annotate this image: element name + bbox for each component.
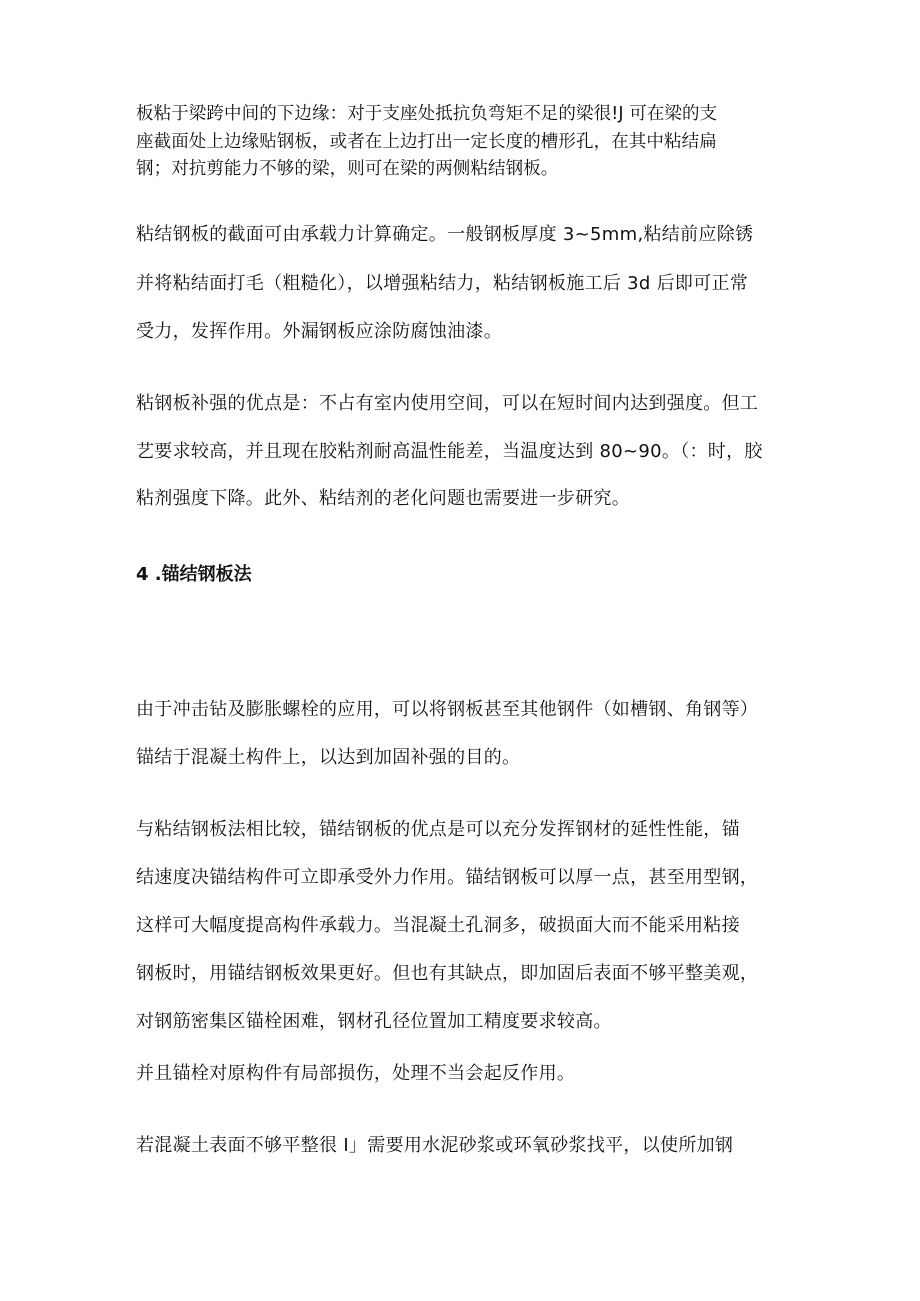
text-line: 座截面处上边缘贴钢板，或者在上边打出一定长度的槽形孔，在其中粘结扁 [136, 132, 717, 152]
text-line: 受力，发挥作用。外漏钢板应涂防腐蚀油漆。 [136, 321, 502, 342]
text-line: 钢板时，用锚结钢板效果更好。但也有其缺点，即加固后表面不够平整美观， [136, 963, 759, 984]
text-line: 钢；对抗剪能力不够的梁，则可在梁的两侧粘结钢板。 [136, 159, 559, 179]
text-line: 这样可大幅度提高构件承载力。当混凝土孔洞多，破损面大而不能采用粘接 [136, 915, 740, 936]
text-line: 粘剂强度下降。此外、粘结剂的老化问题也需要进一步研究。 [136, 488, 631, 509]
text-line: 粘结钢板的截面可由承载力计算确定。一般钢板厚度 3~5mm,粘结前应除锈 [136, 224, 754, 245]
text-line: 由于冲击钻及膨胀螺栓的应用，可以将钢板甚至其他钢件（如槽钢、角钢等） [136, 699, 759, 720]
text-line: 并将粘结面打毛（粗糙化），以增强粘结力，粘结钢板施工后 3d 后即可正常 [136, 273, 749, 294]
text-line: 对钢筋密集区锚栓困难，钢材孔径位置加工精度要求较高。 [136, 1011, 612, 1032]
text-line: 锚结于混凝土构件上，以达到加固补强的目的。 [136, 747, 521, 768]
text-line: 若混凝土表面不够平整很 I」需要用水泥砂浆或环氧砂浆找平，以使所加钢 [136, 1135, 734, 1156]
text-line: 结速度决锚结构件可立即承受外力作用。锚结钢板可以厚一点，甚至用型钢， [136, 867, 759, 888]
text-line: 与粘结钢板法相比较，锚结钢板的优点是可以充分发挥钢材的延性性能，锚 [136, 819, 740, 840]
text-line: 并且锚栓对原构件有局部损伤，处理不当会起反作用。 [136, 1063, 576, 1084]
text-line: 粘钢板补强的优点是：不占有室内使用空间，可以在短时间内达到强度。但工 [136, 393, 759, 414]
text-line: 艺要求较高，并且现在胶粘剂耐高温性能差，当温度达到 80~90。（：时，胶 [136, 441, 763, 462]
section-heading: 4 .锚结钢板法 [136, 564, 252, 585]
text-line: 板粘于梁跨中间的下边缘：对于支座处抵抗负弯矩不足的梁很!J 可在梁的支 [136, 104, 718, 124]
